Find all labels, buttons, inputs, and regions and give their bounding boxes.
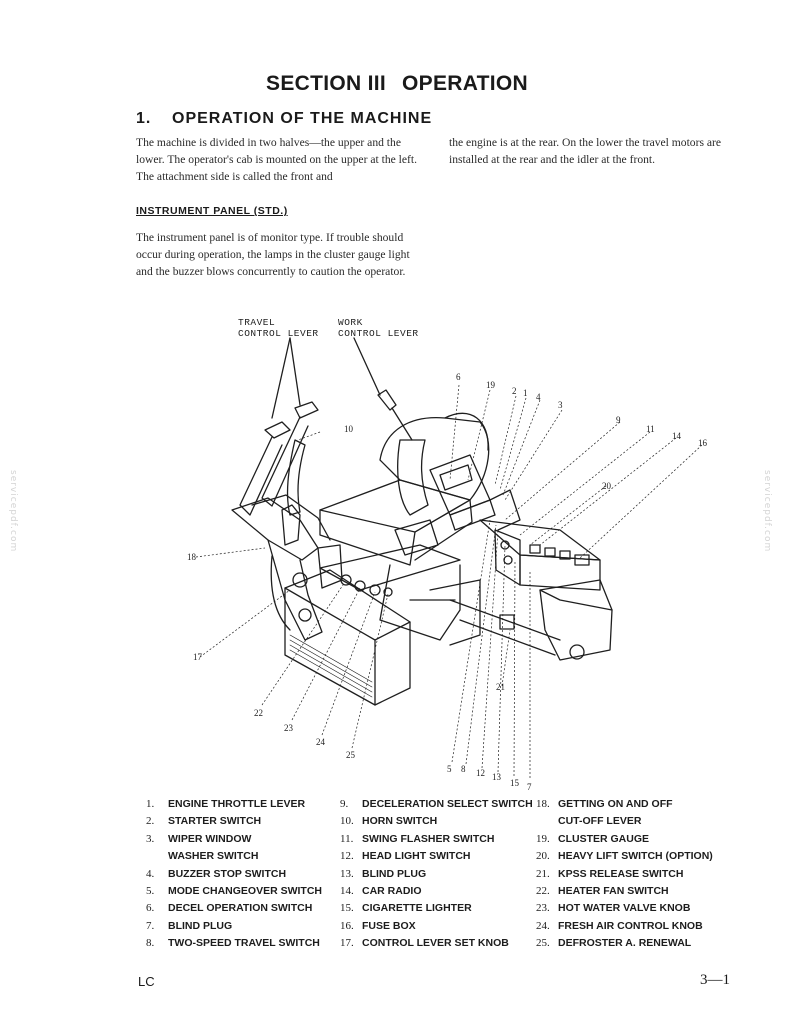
- legend-label: TWO-SPEED TRAVEL SWITCH: [168, 937, 320, 950]
- legend-number: 21.: [536, 867, 550, 880]
- legend-label: DECELERATION SELECT SWITCH: [362, 798, 533, 810]
- legend-number: 17.: [340, 937, 354, 950]
- legend-number: 7.: [146, 919, 155, 932]
- legend-item: [536, 937, 691, 949]
- legend-label: DEFROSTER A. RENEWAL: [558, 937, 692, 950]
- legend-item: [340, 850, 471, 862]
- legend-item: [146, 868, 286, 880]
- callout-8: 8: [461, 764, 466, 774]
- legend-item: [146, 850, 258, 862]
- legend-number: 23.: [536, 902, 550, 915]
- legend-number: 4.: [146, 867, 155, 880]
- legend-number: 24.: [536, 919, 550, 932]
- callout-21: 21: [496, 682, 505, 692]
- legend-item: [146, 937, 320, 949]
- legend-item: [146, 833, 251, 845]
- legend-label: BLIND PLUG: [362, 867, 427, 880]
- legend-item: [340, 868, 426, 880]
- callout-3: 3: [558, 400, 563, 410]
- legend-label: GETTING ON AND OFF: [558, 798, 673, 810]
- legend-number: 10.: [340, 815, 354, 828]
- legend-number: 18.: [536, 798, 550, 810]
- legend-number: 15.: [340, 902, 354, 915]
- legend-number: 9.: [340, 798, 349, 810]
- legend-item: [340, 937, 509, 949]
- legend-number: 8.: [146, 937, 155, 950]
- legend-item: [146, 798, 305, 810]
- legend-item: [146, 815, 261, 827]
- watermark-left: servicepdf.com: [8, 470, 18, 553]
- travel-label-line2: CONTROL LEVER: [238, 328, 319, 339]
- work-label-line1: WORK: [338, 317, 363, 328]
- callout-5: 5: [447, 764, 452, 774]
- legend-item: [340, 920, 416, 932]
- legend-number: 5.: [146, 885, 155, 897]
- legend-label: WASHER SWITCH: [168, 850, 259, 863]
- callout-11: 11: [646, 424, 655, 434]
- legend-number: 12.: [340, 850, 354, 863]
- legend-label: HORN SWITCH: [362, 815, 438, 828]
- callout-14: 14: [672, 431, 681, 441]
- callout-23: 23: [284, 723, 293, 733]
- callout-12: 12: [476, 768, 485, 778]
- legend-item: [536, 833, 649, 845]
- section-title-part2: OPERATION: [402, 72, 528, 95]
- legend-number: 16.: [340, 919, 354, 932]
- callout-10: 10: [344, 424, 353, 434]
- section-title-part1: SECTION III: [266, 72, 386, 95]
- callout-25: 25: [346, 750, 355, 760]
- heading-text: OPERATION OF THE MACHINE: [172, 110, 433, 127]
- callout-15: 15: [510, 778, 519, 788]
- legend-label: FUSE BOX: [362, 919, 416, 932]
- legend-item: [340, 833, 494, 845]
- legend-label: ENGINE THROTTLE LEVER: [168, 798, 306, 810]
- callout-22: 22: [254, 708, 263, 718]
- callout-19: 19: [486, 380, 495, 390]
- legend-item: [340, 902, 472, 914]
- legend-item: [536, 920, 703, 932]
- legend-label: CONTROL LEVER SET KNOB: [362, 937, 509, 950]
- callout-24: 24: [316, 737, 325, 747]
- legend-label: KPSS RELEASE SWITCH: [558, 867, 684, 880]
- callout-18: 18: [187, 552, 196, 562]
- legend-item: [536, 885, 669, 897]
- legend-label: HOT WATER VALVE KNOB: [558, 902, 691, 915]
- callout-7: 7: [527, 782, 532, 792]
- legend-number: 13.: [340, 867, 354, 880]
- work-label-line2: CONTROL LEVER: [338, 328, 419, 339]
- legend-item: [536, 850, 713, 862]
- footer-model-code: LC: [138, 974, 155, 989]
- legend-label: HEAVY LIFT SWITCH (OPTION): [558, 850, 713, 863]
- callout-9: 9: [616, 415, 621, 425]
- legend-label: FRESH AIR CONTROL KNOB: [558, 919, 703, 932]
- legend-number: 2.: [146, 815, 155, 828]
- legend-label: HEAD LIGHT SWITCH: [362, 850, 471, 863]
- legend-item: [146, 902, 312, 914]
- legend-label: SWING FLASHER SWITCH: [362, 832, 495, 845]
- legend-label: CLUSTER GAUGE: [558, 832, 650, 845]
- callout-1: 1: [523, 388, 528, 398]
- legend-number: 1.: [146, 798, 155, 810]
- legend-number: 14.: [340, 885, 354, 897]
- legend-item: [536, 815, 641, 827]
- legend-item: [536, 868, 683, 880]
- callout-13: 13: [492, 772, 501, 782]
- legend-item: [536, 902, 690, 914]
- legend-number: 22.: [536, 885, 550, 897]
- legend-label: DECEL OPERATION SWITCH: [168, 902, 313, 915]
- intro-column-2: the engine is at the rear. On the lower the travel motors are installed at the rear and the idler at the front.: [449, 136, 722, 166]
- legend-item: [536, 798, 673, 810]
- legend-item: [340, 815, 437, 827]
- heading-number: 1.: [136, 110, 152, 127]
- callout-20: 20: [602, 481, 611, 491]
- legend-label: CAR RADIO: [362, 885, 422, 897]
- legend-label: MODE CHANGEOVER SWITCH: [168, 885, 323, 897]
- travel-label-line1: TRAVEL: [238, 317, 276, 328]
- legend-label: WIPER WINDOW: [168, 832, 252, 845]
- legend-item: [340, 798, 533, 810]
- legend-number: 19.: [536, 832, 550, 845]
- instrument-panel-heading: INSTRUMENT PANEL (STD.): [136, 205, 288, 217]
- page-number: 3—1: [700, 972, 730, 988]
- legend-label: STARTER SWITCH: [168, 815, 262, 828]
- callout-16: 16: [698, 438, 707, 448]
- legend-label: CIGARETTE LIGHTER: [362, 902, 472, 915]
- legend-number: 20.: [536, 850, 550, 863]
- legend-item: [146, 920, 232, 932]
- watermark-right: servicepdf.com: [762, 470, 772, 553]
- legend-label: CUT-OFF LEVER: [558, 815, 642, 828]
- callout-2: 2: [512, 386, 517, 396]
- legend-number: 11.: [340, 832, 354, 845]
- callout-17: 17: [193, 652, 202, 662]
- callout-4: 4: [536, 392, 541, 402]
- legend-label: HEATER FAN SWITCH: [558, 885, 669, 897]
- legend-label: BUZZER STOP SWITCH: [168, 867, 287, 880]
- legend-number: 25.: [536, 937, 550, 950]
- legend-item: [340, 885, 422, 897]
- legend-number: 3.: [146, 832, 155, 845]
- intro-column-1: The machine is divided in two halves—the upper and the lower. The operator's cab is mounted on the upper at the left. The attachment side is called the front and: [136, 136, 418, 183]
- legend-label: BLIND PLUG: [168, 919, 233, 932]
- instrument-panel-text: The instrument panel is of monitor type. If trouble should occur during operation, the lamps in the cluster gauge light and the buzzer blows concurrently to caution the operator.: [136, 231, 410, 278]
- legend-number: 6.: [146, 902, 155, 915]
- legend-item: [146, 885, 322, 897]
- callout-6: 6: [456, 372, 461, 382]
